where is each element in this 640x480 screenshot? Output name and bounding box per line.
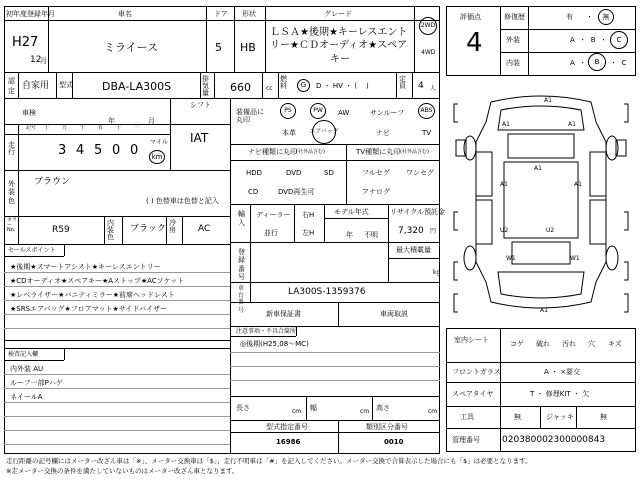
inspector-line: ルーフ一部Pハゲ <box>10 379 63 387</box>
exterior-label: 外装 <box>506 36 520 44</box>
shape-value: HB <box>240 41 256 54</box>
footer-line-2: ※走メーター交換の条件を満たしていないものはメーター改ざん車となります。 <box>6 467 239 475</box>
interior-label: 内装 <box>506 59 520 67</box>
sales-point-line: ★後期★スマートアシスト★キーレスエントリー <box>10 263 161 271</box>
mark-u2: U2 <box>546 227 555 234</box>
dim-height-unit: cm <box>428 408 438 415</box>
recycle-unit: 円 <box>430 228 437 235</box>
color-code-label: カラーNo. <box>7 217 18 233</box>
model-year-label: モデル年式 <box>334 208 369 216</box>
dim-length: 長さ <box>236 404 250 412</box>
drive-2wd: 2WD <box>419 17 437 35</box>
diagram-bracket <box>454 104 458 122</box>
exterior-color-label: 外装色 <box>8 180 15 205</box>
repair-label: 修復歴 <box>504 13 525 21</box>
diagram-bracket <box>624 212 628 230</box>
tools-value: 無 <box>514 413 521 421</box>
mileage-digit: 3 <box>58 143 67 158</box>
navi-hdd: HDD <box>246 169 263 177</box>
interior-seat-label: 室内シート <box>454 336 489 344</box>
mileage-head: 十 <box>44 125 50 131</box>
exterior-color: ブラウン <box>34 177 71 187</box>
footer-line-1: 走行距離の記号欄にはメーター改ざん車は「※」、メーター交換車は「$」、走行不明車は「#」を記入してください。メーター交換で合算表示した場合にも「$」は必要となります。 <box>6 457 532 465</box>
mile-label: マイル <box>150 139 168 146</box>
cap-unit: 人 <box>430 85 437 92</box>
mark-w1: W1 <box>506 255 516 262</box>
jack-label: ジャッキ <box>546 413 574 421</box>
ac-label: 冷房 <box>169 219 176 234</box>
cap-label: 定員 <box>399 75 406 90</box>
new-car-warranty: 新車保証書 <box>266 310 301 318</box>
right-rear-door <box>590 200 606 244</box>
km-label: km <box>149 150 165 164</box>
grade-line-3: キー <box>330 54 350 65</box>
seat-yabure: 破れ <box>536 340 550 348</box>
car-diagram <box>446 82 636 324</box>
dim-length-unit: cm <box>292 408 302 415</box>
mileage-digits <box>22 142 148 162</box>
diagram-bracket <box>454 212 458 230</box>
import-dealer: ディーラー <box>256 211 291 219</box>
trunk <box>498 272 584 298</box>
max-load-unit: kg <box>433 269 441 276</box>
mileage-digit: 5 <box>94 143 103 158</box>
rear-window <box>512 242 570 264</box>
interior-grade-b: B <box>588 53 606 71</box>
sales-point-line: ★CDオーディオ★スペアキー★Aストップ★ACソケット <box>10 277 185 285</box>
mileage-digit: 4 <box>76 143 85 158</box>
mark-a1: A1 <box>540 307 548 314</box>
dim-width-unit: cm <box>360 408 370 415</box>
shape-label: 形状 <box>242 10 256 18</box>
seat-yogore: 汚れ <box>562 340 576 348</box>
roof <box>504 162 578 238</box>
grade-label: グレード <box>324 10 352 18</box>
equip-sunroof: サンルーフ <box>370 109 405 117</box>
grade-line-2: リー★ＣＤオーディオ★スペア <box>270 40 408 51</box>
equip-navi: ナビ <box>376 129 390 137</box>
reg-month-unit: 月 <box>40 57 47 65</box>
grade-line-1: ＬＳＡ★後期★キーレスエント <box>270 27 408 38</box>
repair-nashi: 無 <box>598 9 614 25</box>
mileage-head: 十 <box>116 125 122 131</box>
mark-a1: A1 <box>502 121 510 128</box>
interior-grade-a: A ・ <box>570 59 587 67</box>
inspection-month-unit: 月 <box>148 117 155 125</box>
mileage-heads <box>22 126 148 134</box>
notes-label: 注意事項・不具合箇所 <box>236 328 297 335</box>
max-load-label: 最大積載量 <box>396 246 431 254</box>
left-front-door <box>476 152 492 196</box>
diagram-bracket <box>454 262 458 280</box>
navi-type-sub: (社外品含む) <box>296 149 325 155</box>
wheel-left-rear <box>464 246 476 270</box>
wheel-right-rear <box>606 246 618 270</box>
drive-4wd: 4WD <box>421 49 436 56</box>
mileage-head: 万 <box>62 125 68 131</box>
shift-value: IAT <box>190 131 209 145</box>
navi-type-label: ナビ種類に丸印 <box>248 148 297 156</box>
tv-type-label: TV種類に丸印 <box>356 148 401 156</box>
ninsho-label-2: 定 <box>8 87 15 95</box>
tv-type-sub: (社外品含む) <box>400 149 429 155</box>
mark-a1: A1 <box>500 181 508 188</box>
mark-a1: A1 <box>568 121 576 128</box>
spare-tire-label: スペアタイヤ <box>452 390 494 398</box>
disp-value: 660 <box>230 81 251 94</box>
equip-ps: PS <box>280 103 296 119</box>
doors-value: 5 <box>215 41 222 54</box>
class-no-label: 類別区分番号 <box>366 423 408 431</box>
interior-color-label: 内装色 <box>107 219 114 241</box>
windshield <box>508 134 574 158</box>
sales-point-line: ★SRSエアバッグ★フロアマット★サイドバイザー <box>10 305 168 313</box>
equip-airbag: エアバック <box>312 120 336 144</box>
inspector-line: ネイールA <box>10 393 43 401</box>
car-name-label: 車名 <box>118 10 132 18</box>
model-year-unit: 年 <box>346 231 353 239</box>
color-code: R59 <box>52 225 70 235</box>
sales-points-label: セールスポイント <box>8 247 56 254</box>
interior-grade-c: ・ C <box>610 59 627 67</box>
mileage-digit: 0 <box>130 143 139 158</box>
class-no: 0010 <box>384 438 404 446</box>
equip-pw: PW <box>310 103 326 119</box>
type-value: DBA-LA300S <box>102 80 172 93</box>
model-year-unknown: 不明 <box>364 231 378 239</box>
chassis-value: LA300S-1359376 <box>288 287 366 297</box>
vehicle-manual: 車両取説 <box>380 310 408 318</box>
repair-ari: 有 <box>566 13 573 21</box>
mark-a1: A1 <box>544 97 552 104</box>
diagram-bracket <box>454 294 458 312</box>
tv-oneseg: ワンセグ <box>406 169 434 177</box>
recycle-value: 7,320 <box>398 226 424 236</box>
eval-label: 評価点 <box>460 13 481 21</box>
fuel-label: 燃料 <box>280 75 287 90</box>
navi-sd: SD <box>324 169 334 177</box>
jack-value: 無 <box>600 413 607 421</box>
exterior-grade-c: C <box>610 31 628 49</box>
exterior-grades: A ・ B ・ <box>570 36 607 44</box>
tools-label: 工具 <box>460 413 474 421</box>
equip-leather: 本革 <box>282 129 296 137</box>
reg-number-label: 登録番号 <box>238 248 245 282</box>
use-type: 自家用 <box>22 81 50 91</box>
right-front-door <box>590 152 606 196</box>
disp-label: 排気量 <box>202 75 209 97</box>
equip-tv: TV <box>422 129 432 137</box>
left-rear-door <box>476 200 492 244</box>
import-right: 右H <box>302 211 315 219</box>
navi-dvd: DVD <box>286 169 302 177</box>
type-no: 16986 <box>276 438 301 446</box>
reg-year: H27 <box>12 35 39 50</box>
first-reg-label: 初年度登録年月 <box>6 10 55 18</box>
seat-kizu: キズ <box>608 340 622 348</box>
reg-month: 12 <box>30 55 42 65</box>
recycle-label: リサイクル預託金 <box>390 208 446 216</box>
tv-fullseg: フルセグ <box>362 169 390 177</box>
import-left: 左H <box>302 229 315 237</box>
equipment-label: 装備品に丸印 <box>236 108 264 125</box>
inspection-year-unit: 年 <box>108 117 115 125</box>
diagram-bracket <box>624 104 628 122</box>
dim-height: 高さ <box>376 404 390 412</box>
mgmt-value: 020380002300000843 <box>502 435 606 445</box>
mileage-head: 百 <box>98 125 104 131</box>
mileage-head: 記号 <box>26 125 37 131</box>
mileage-head: 千 <box>80 125 86 131</box>
chassis-label: 車台番号 <box>238 285 245 314</box>
spare-tire-options: T ・ 修理KIT ・ 欠 <box>530 390 590 398</box>
sales-point-line: ★レベライザー★バニティミラー★前席ヘッドレスト <box>10 291 175 299</box>
mark-u2: U2 <box>500 227 509 234</box>
cap-value: 4 <box>418 81 424 91</box>
seat-ana: 穴 <box>588 340 595 348</box>
mark-a1: A1 <box>574 181 582 188</box>
notes-line: ◎後期(H25,08～MC) <box>240 340 309 348</box>
mileage-digit: 0 <box>112 143 121 158</box>
seat-kogе: コゲ <box>510 340 524 348</box>
fuel-g: G <box>297 79 310 92</box>
shift-label: シフト <box>190 101 211 109</box>
disp-unit: cc <box>266 85 273 92</box>
eval-score: 4 <box>466 28 483 58</box>
mileage-head: 一 <box>134 125 140 131</box>
color-note: ( ) 色替車は色替と記入 <box>146 197 219 205</box>
tv-analog: アナログ <box>362 188 390 196</box>
diagram-bracket <box>624 294 628 312</box>
inspector-line: 内外装 AU <box>10 365 44 373</box>
car-outline <box>476 96 606 308</box>
diagram-bracket <box>624 262 628 280</box>
equip-abs: ABS <box>418 103 435 119</box>
windshield-options: A ・ ×要交 <box>544 368 581 376</box>
navi-dvd-play: DVD再生可 <box>278 188 315 196</box>
repair-sep: ・ <box>586 13 593 21</box>
type-no-label: 型式指定番号 <box>266 423 308 431</box>
mark-w1: W1 <box>570 255 580 262</box>
door-label: ドア <box>214 10 228 18</box>
mark-a1: A1 <box>534 165 542 172</box>
inspector-label: 検査記入欄 <box>8 351 39 358</box>
inspection-label: 車検 <box>22 109 36 117</box>
interior-color: ブラック <box>130 224 166 234</box>
import-parallel: 並行 <box>264 229 278 237</box>
ninsho-label: 認 <box>8 77 15 85</box>
dim-width: 幅 <box>310 404 317 412</box>
navi-cd: CD <box>248 188 259 196</box>
ac-value: AC <box>198 224 211 234</box>
windshield-label: フロントガラス <box>452 368 501 376</box>
fuel-others: D ・ HV ・ ( ) <box>316 82 369 90</box>
type-label: 型式 <box>59 81 73 89</box>
car-name: ミライース <box>104 41 159 54</box>
mgmt-label: 管理番号 <box>452 436 480 444</box>
import-label: 輸入 <box>238 210 245 228</box>
mileage-label: 走行 <box>8 141 15 156</box>
equip-aw: AW <box>338 109 350 117</box>
